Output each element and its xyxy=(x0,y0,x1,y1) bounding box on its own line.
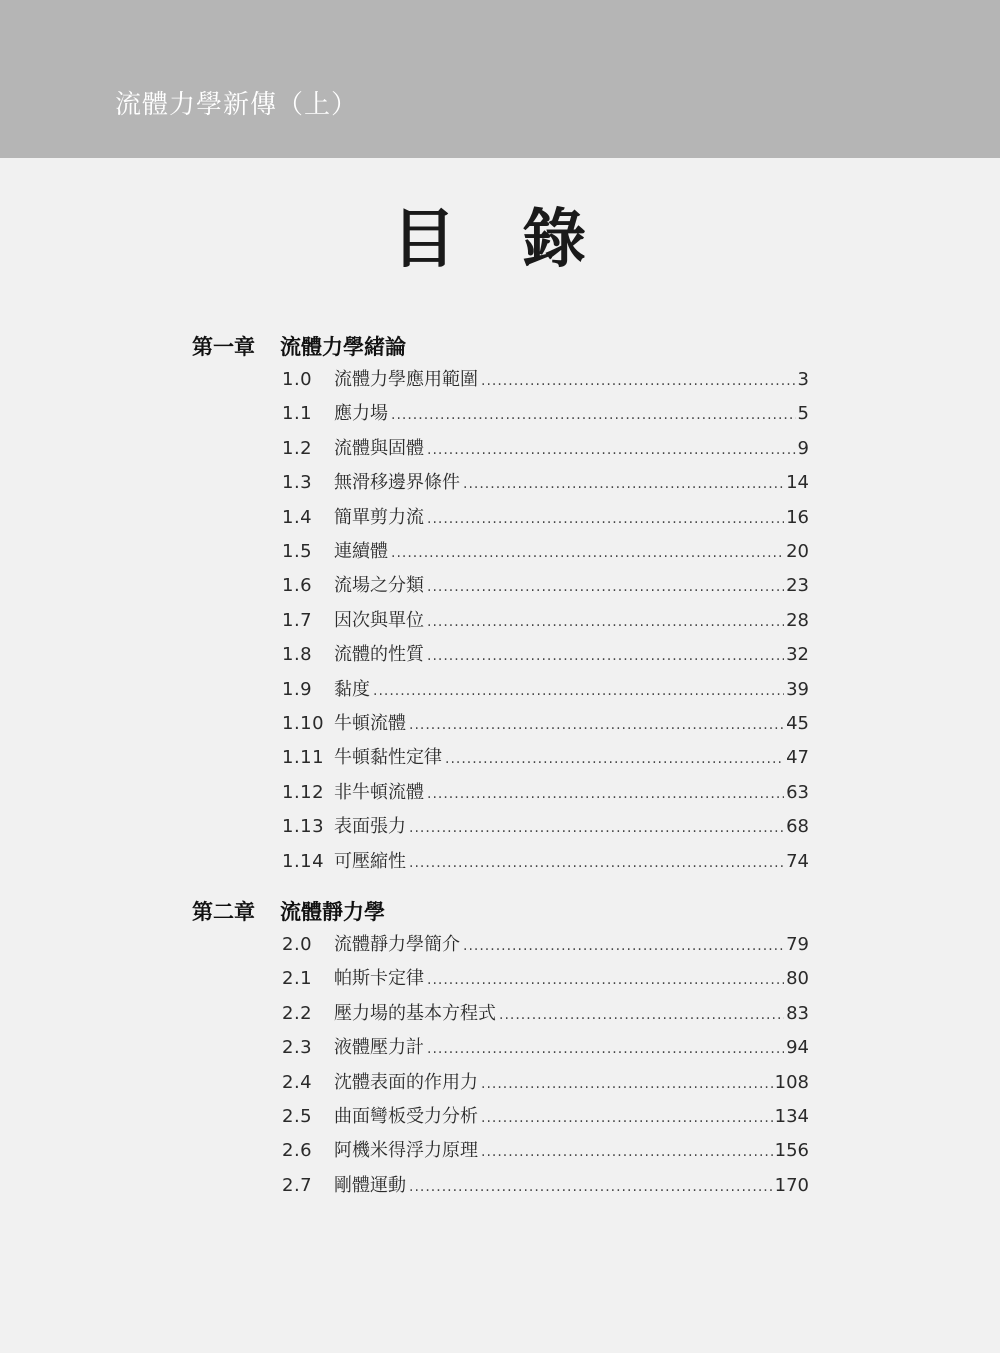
page-number: 32 xyxy=(786,644,809,665)
toc-entry[interactable] xyxy=(282,743,809,773)
section-number: 2.5 xyxy=(282,1106,313,1127)
page-number: 170 xyxy=(774,1175,809,1196)
section-title: 沈體表面的作用力 xyxy=(334,1072,478,1093)
section-title: 流體力學應用範圍 xyxy=(334,369,478,390)
book-title: 流體力學新傳（上） xyxy=(115,90,359,120)
section-number: 1.7 xyxy=(282,610,313,631)
page-number: 74 xyxy=(786,851,809,872)
section-title: 牛頓黏性定律 xyxy=(334,747,442,768)
toc-entry[interactable] xyxy=(282,503,809,533)
section-number: 2.0 xyxy=(282,934,313,955)
section-title: 因次與單位 xyxy=(334,610,424,631)
toc-entry[interactable] xyxy=(282,365,809,395)
dot-leader xyxy=(427,442,796,458)
toc-entry[interactable] xyxy=(282,640,809,670)
chapter-heading xyxy=(192,331,406,361)
dot-leader xyxy=(463,938,784,954)
page-number: 39 xyxy=(786,679,809,700)
section-title: 流體靜力學簡介 xyxy=(334,934,460,955)
toc-entry[interactable] xyxy=(282,537,809,567)
page-title: 目 錄 xyxy=(391,202,609,277)
section-title: 阿機米得浮力原理 xyxy=(334,1140,478,1161)
dot-leader xyxy=(391,407,796,423)
section-title: 流體的性質 xyxy=(334,644,424,665)
page-number: 3 xyxy=(797,369,809,390)
dot-leader xyxy=(427,579,784,595)
page-number: 47 xyxy=(786,747,809,768)
dot-leader xyxy=(409,717,784,733)
section-title: 壓力場的基本方程式 xyxy=(334,1003,496,1024)
toc-entry[interactable] xyxy=(282,1171,809,1201)
page-number: 28 xyxy=(786,610,809,631)
section-title: 簡單剪力流 xyxy=(334,507,424,528)
page-number: 83 xyxy=(786,1003,809,1024)
section-number: 1.9 xyxy=(282,679,313,700)
page-number: 79 xyxy=(786,934,809,955)
toc-entry[interactable] xyxy=(282,571,809,601)
section-title: 可壓縮性 xyxy=(334,851,406,872)
page-number: 23 xyxy=(786,575,809,596)
page-number: 5 xyxy=(797,403,809,424)
section-title: 表面張力 xyxy=(334,816,406,837)
dot-leader xyxy=(409,1179,773,1195)
section-title: 應力場 xyxy=(334,403,388,424)
dot-leader xyxy=(463,476,784,492)
section-number: 2.6 xyxy=(282,1140,313,1161)
toc-entry[interactable] xyxy=(282,778,809,808)
page-number: 134 xyxy=(774,1106,809,1127)
section-title: 流場之分類 xyxy=(334,575,424,596)
page-number: 9 xyxy=(797,438,809,459)
section-title: 非牛頓流體 xyxy=(334,782,424,803)
section-number: 1.12 xyxy=(282,782,325,803)
section-number: 1.4 xyxy=(282,507,313,528)
page-number: 20 xyxy=(786,541,809,562)
toc-entry[interactable] xyxy=(282,847,809,877)
toc-entry[interactable] xyxy=(282,1068,809,1098)
section-number: 1.8 xyxy=(282,644,313,665)
page-number: 45 xyxy=(786,713,809,734)
chapter-title: 流體靜力學 xyxy=(280,899,385,924)
toc-entry[interactable] xyxy=(282,709,809,739)
section-number: 1.6 xyxy=(282,575,313,596)
dot-leader xyxy=(499,1007,784,1023)
section-number: 1.10 xyxy=(282,713,325,734)
chapter-title: 流體力學緒論 xyxy=(280,334,406,359)
dot-leader xyxy=(445,751,784,767)
chapter-label: 第二章 xyxy=(192,899,255,924)
section-title: 牛頓流體 xyxy=(334,713,406,734)
section-number: 2.1 xyxy=(282,968,313,989)
section-number: 1.2 xyxy=(282,438,313,459)
page-number: 108 xyxy=(774,1072,809,1093)
section-number: 2.7 xyxy=(282,1175,313,1196)
section-number: 1.13 xyxy=(282,816,325,837)
dot-leader xyxy=(427,786,784,802)
toc-entry[interactable] xyxy=(282,1136,809,1166)
section-number: 1.14 xyxy=(282,851,325,872)
page-number: 80 xyxy=(786,968,809,989)
toc-entry[interactable] xyxy=(282,434,809,464)
dot-leader xyxy=(481,1076,773,1092)
dot-leader xyxy=(427,648,784,664)
toc-entry[interactable] xyxy=(282,999,809,1029)
dot-leader xyxy=(409,820,784,836)
dot-leader xyxy=(481,1110,773,1126)
section-number: 1.5 xyxy=(282,541,313,562)
section-number: 1.1 xyxy=(282,403,313,424)
dot-leader xyxy=(409,855,784,871)
section-number: 2.4 xyxy=(282,1072,313,1093)
toc-entry[interactable] xyxy=(282,468,809,498)
page-number: 68 xyxy=(786,816,809,837)
toc-entry[interactable] xyxy=(282,964,809,994)
section-title: 流體與固體 xyxy=(334,438,424,459)
dot-leader xyxy=(481,1144,773,1160)
toc-entry[interactable] xyxy=(282,399,809,429)
page-number: 63 xyxy=(786,782,809,803)
dot-leader xyxy=(427,1041,784,1057)
section-title: 黏度 xyxy=(334,679,370,700)
toc-entry[interactable] xyxy=(282,1102,809,1132)
dot-leader xyxy=(481,373,796,389)
section-number: 2.2 xyxy=(282,1003,313,1024)
section-title: 曲面彎板受力分析 xyxy=(334,1106,478,1127)
section-title: 無滑移邊界條件 xyxy=(334,472,460,493)
page-number: 94 xyxy=(786,1037,809,1058)
page-number: 156 xyxy=(774,1140,809,1161)
section-number: 1.0 xyxy=(282,369,313,390)
dot-leader xyxy=(427,511,784,527)
dot-leader xyxy=(391,545,784,561)
toc-entry[interactable] xyxy=(282,930,809,960)
section-number: 2.3 xyxy=(282,1037,313,1058)
section-title: 液體壓力計 xyxy=(334,1037,424,1058)
section-title: 連續體 xyxy=(334,541,388,562)
section-number: 1.11 xyxy=(282,747,325,768)
section-number: 1.3 xyxy=(282,472,313,493)
toc-entry[interactable] xyxy=(282,812,809,842)
chapter-label: 第一章 xyxy=(192,334,255,359)
dot-leader xyxy=(427,614,784,630)
page-number: 16 xyxy=(786,507,809,528)
toc-entry[interactable] xyxy=(282,1033,809,1063)
section-title: 剛體運動 xyxy=(334,1175,406,1196)
dot-leader xyxy=(427,972,784,988)
section-title: 帕斯卡定律 xyxy=(334,968,424,989)
chapter-heading xyxy=(192,896,385,926)
toc-entry[interactable] xyxy=(282,675,809,705)
page-number: 14 xyxy=(786,472,809,493)
dot-leader xyxy=(373,683,784,699)
toc-entry[interactable] xyxy=(282,606,809,636)
